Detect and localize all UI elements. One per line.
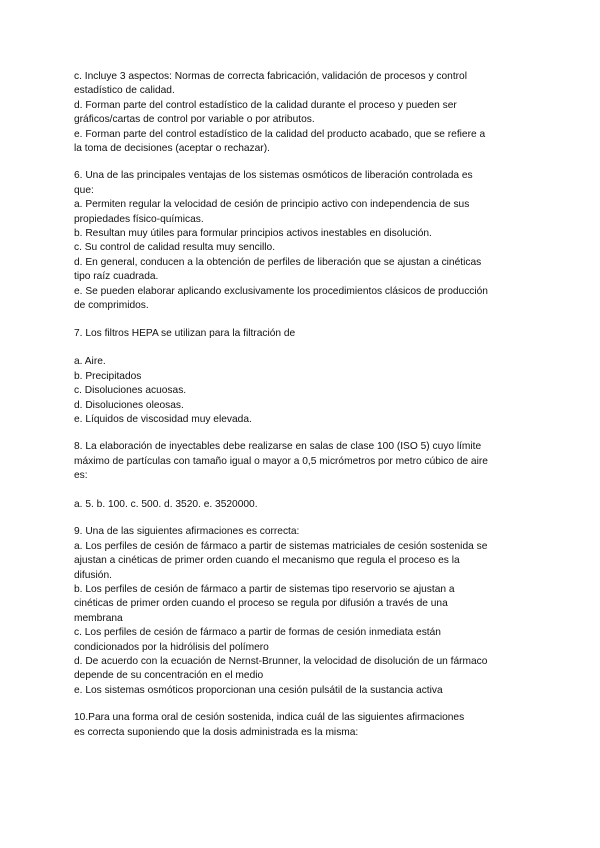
text-line: estadístico de calidad. bbox=[74, 85, 175, 97]
question-stem: 8. La elaboración de inyectables debe realizarse en salas de clase 100 (ISO 5) cuyo límite bbox=[74, 441, 482, 453]
option-line: d. Disoluciones oleosas. bbox=[74, 399, 184, 411]
option-line: a. Aire. bbox=[74, 356, 106, 368]
option-line: b. Los perfiles de cesión de fármaco a partir de sistemas tipo reservorio se ajustan a bbox=[74, 583, 455, 595]
question-stem: 10.Para una forma oral de cesión sostenida, indica cuál de las siguientes afirmaciones bbox=[74, 712, 465, 724]
option-line: membrana bbox=[74, 612, 123, 624]
option-line: a. Los perfiles de cesión de fármaco a partir de sistemas matriciales de cesión sostenida se bbox=[74, 540, 488, 552]
question-9 bbox=[74, 525, 536, 698]
option-line: de comprimidos. bbox=[74, 300, 149, 312]
option-line: propiedades físico-químicas. bbox=[74, 213, 204, 225]
option-line: condicionados por la hidrólisis del polímero bbox=[74, 641, 269, 653]
option-line: difusión. bbox=[74, 569, 112, 581]
text-line: gráficos/cartas de control por variable o por atributos. bbox=[74, 114, 315, 126]
option-line: e. Se pueden elaborar aplicando exclusivamente los procedimientos clásicos de producción bbox=[74, 285, 488, 297]
option-line: b. Resultan muy útiles para formular principios activos inestables en disolución. bbox=[74, 228, 432, 240]
question-10 bbox=[74, 711, 536, 740]
question-stem: máximo de partículas con tamaño igual o mayor a 0,5 micrómetros por metro cúbico de aire bbox=[74, 455, 488, 467]
option-line: cinéticas de primer orden cuando el proceso se regula por difusión a través de una bbox=[74, 598, 448, 610]
question-stem: 7. Los filtros HEPA se utilizan para la filtración de bbox=[74, 327, 296, 339]
question-5-tail bbox=[74, 70, 536, 156]
option-line: e. Los sistemas osmóticos proporcionan una cesión pulsátil de la sustancia activa bbox=[74, 684, 443, 696]
page-content bbox=[74, 70, 536, 740]
option-line: c. Disoluciones acuosas. bbox=[74, 385, 187, 397]
question-stem: 9. Una de las siguientes afirmaciones es correcta: bbox=[74, 526, 300, 538]
question-stem: es: bbox=[74, 470, 88, 482]
option-line: e. Líquidos de viscosidad muy elevada. bbox=[74, 413, 252, 425]
option-line: d. En general, conducen a la obtención de perfiles de liberación que se ajustan a cinéticas bbox=[74, 256, 482, 268]
option-line: depende de su concentración en el medio bbox=[74, 670, 264, 682]
question-6 bbox=[74, 169, 536, 313]
option-line: d. De acuerdo con la ecuación de Nernst-Brunner, la velocidad de disolución de un fármaco bbox=[74, 656, 488, 667]
question-8 bbox=[74, 440, 536, 512]
text-line: la toma de decisiones (aceptar o rechazar). bbox=[74, 143, 270, 155]
option-line: c. Los perfiles de cesión de fármaco a partir de formas de cesión inmediata están bbox=[74, 627, 441, 639]
question-7 bbox=[74, 327, 536, 428]
option-line: a. 5. b. 100. c. 500. d. 3520. e. 3520000. bbox=[74, 498, 258, 510]
option-line: tipo raíz cuadrada. bbox=[74, 271, 159, 283]
option-line: c. Su control de calidad resulta muy sencillo. bbox=[74, 242, 276, 254]
text-line: c. Incluye 3 aspectos: Normas de correcta fabricación, validación de procesos y control bbox=[74, 71, 467, 82]
question-stem: 6. Una de las principales ventajas de los sistemas osmóticos de liberación controlada es bbox=[74, 170, 473, 182]
option-line: a. Permiten regular la velocidad de cesión de principio activo con independencia de sus bbox=[74, 199, 470, 211]
text-line: d. Forman parte del control estadístico de la calidad durante el proceso y pueden ser bbox=[74, 99, 457, 111]
question-stem: que: bbox=[74, 184, 94, 196]
question-stem: es correcta suponiendo que la dosis administrada es la misma: bbox=[74, 726, 359, 738]
option-line: b. Precipitados bbox=[74, 370, 142, 382]
option-line: ajustan a cinéticas de primer orden cuando el mecanismo que regula el proceso es la bbox=[74, 555, 460, 567]
text-line: e. Forman parte del control estadístico de la calidad del producto acabado, que se refiere a bbox=[74, 128, 486, 140]
